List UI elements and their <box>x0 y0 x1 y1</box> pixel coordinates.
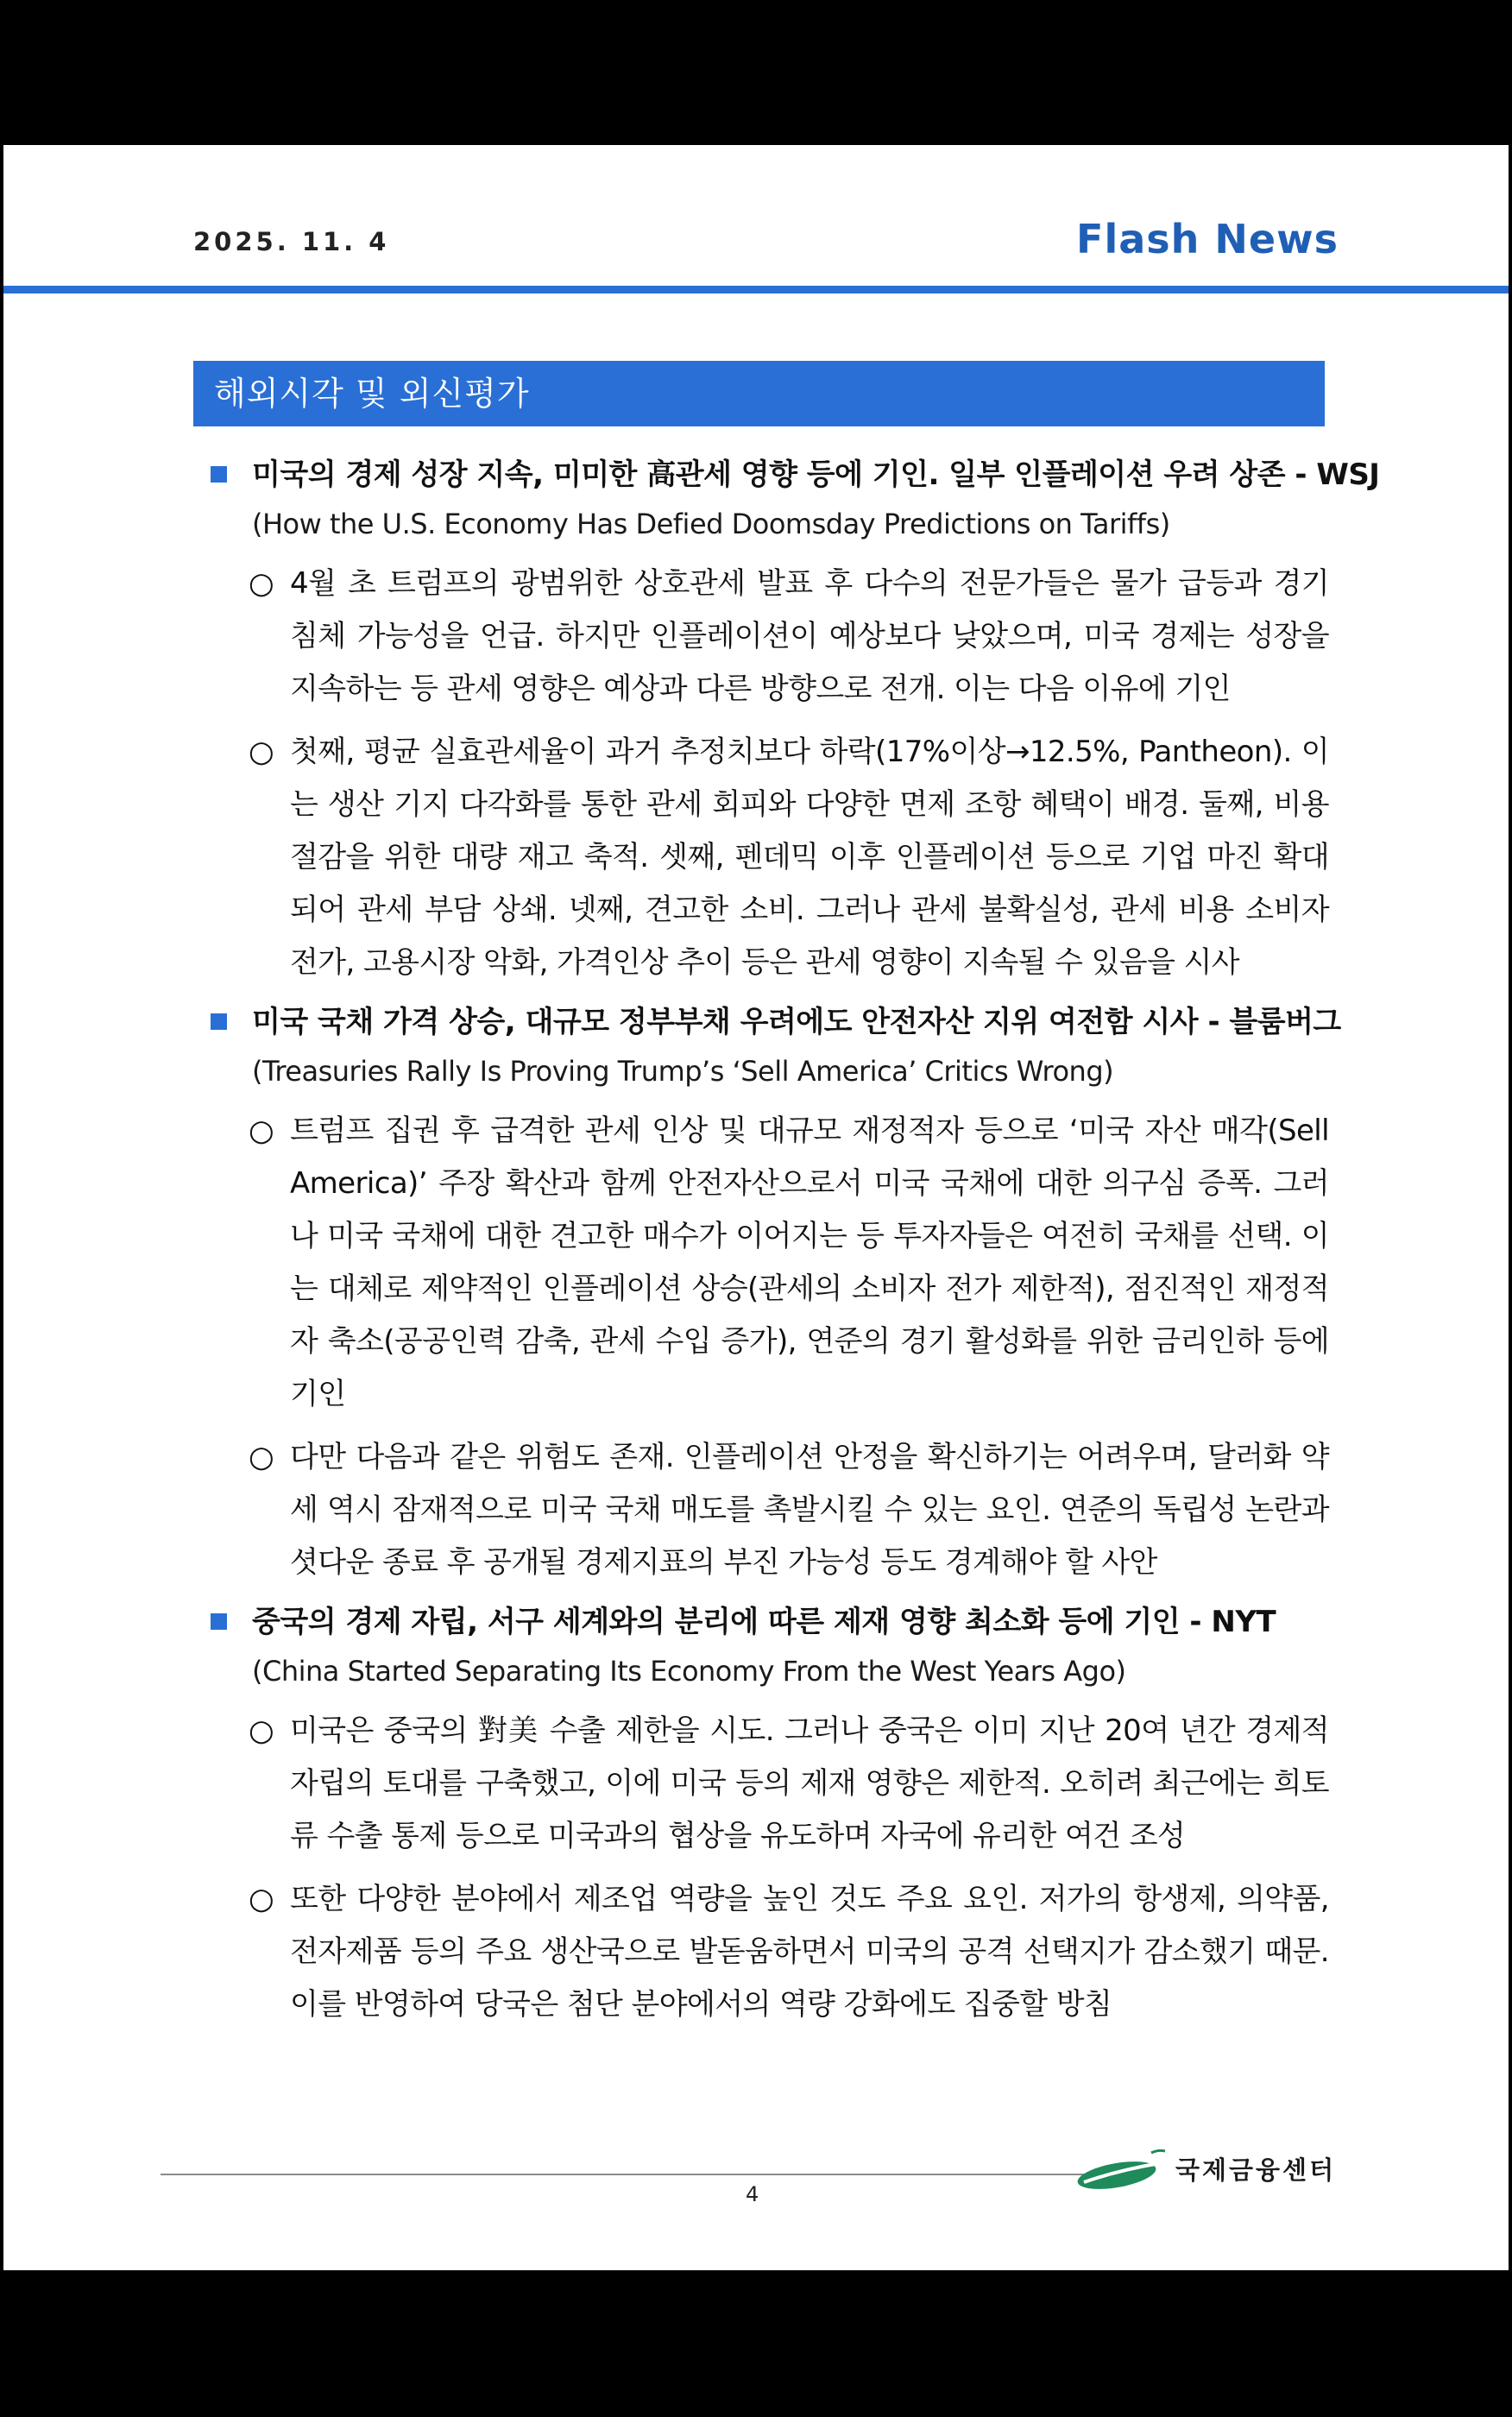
topic-heading <box>207 1000 1341 1044</box>
topic-source-title: (Treasuries Rally Is Proving Trump’s ‘Sell America’ Critics Wrong) <box>252 1055 1114 1088</box>
org-logo <box>1075 2144 1351 2196</box>
bullet-text: 4월 초 트럼프의 광범위한 상호관세 발표 후 다수의 전문가들은 물가 급등과 경기 침체 가능성을 언급. 하지만 인플레이션이 예상보다 낮았으며, 미국 경제는 성장을 지속하는 등 관세 영향은 예상과 다른 방향으로 전개. 이는 다음 이유에 기인 <box>290 566 1329 706</box>
publication-title: Flash News <box>1076 216 1339 262</box>
topic-heading-text: 미국 국채 가격 상승, 대규모 정부부채 우려에도 안전자산 지위 여전함 시사 - 블룸버그 <box>252 1005 1341 1039</box>
section-title: 해외시각 및 외신평가 <box>214 375 530 413</box>
bullet-text: 다만 다음과 같은 위험도 존재. 인플레이션 안정을 확신하기는 어려우며, 달러화 약세 역시 잠재적으로 미국 국채 매도를 촉발시킬 수 있는 요인. 연준의 독립성 논란과 셧다운 종료 후 공개될 경제지표의 부진 가능성 등도 경계해야 할 사안 <box>290 1440 1329 1580</box>
bullet-point <box>207 1705 1329 1863</box>
news-topic <box>207 1600 1329 2031</box>
report-date: 2025. 11. 4 <box>193 227 390 256</box>
topic-source-title: (How the U.S. Economy Has Defied Doomsday Predictions on Tariffs) <box>252 508 1170 540</box>
bullet-text: 미국은 중국의 對美 수출 제한을 시도. 그러나 중국은 이미 지난 20여 년간 경제적 자립의 토대를 구축했고, 이에 미국 등의 제재 영향은 제한적. 오히려 최근에는 희토류 수출 통제 등으로 미국과의 협상을 유도하며 자국에 유리한 여건 조성 <box>290 1713 1329 1853</box>
page-number: 4 <box>746 2182 759 2206</box>
topic-heading <box>207 1600 1329 1644</box>
bullet-point <box>207 1873 1329 2031</box>
footer-rule <box>161 2174 1084 2175</box>
bullet-text: 또한 다양한 분야에서 제조업 역량을 높인 것도 주요 요인. 저가의 항생제, 의약품, 전자제품 등의 주요 생산국으로 발돋움하면서 미국의 공격 선택지가 감소했기 때문. 이를 반영하여 당국은 첨단 분야에서의 역량 강화에도 집중할 방침 <box>290 1882 1329 2022</box>
news-topic <box>207 452 1380 989</box>
square-bullet-icon <box>211 466 227 483</box>
section-title-bar <box>193 361 1325 426</box>
article-body <box>207 452 1380 2042</box>
bullet-text: 첫째, 평균 실효관세율이 과거 추정치보다 하락(17%이상→12.5%, Pantheon). 이는 생산 기지 다각화를 통한 관세 회피와 다양한 면제 조항 혜택이 배경. 둘째, 비용 절감을 위한 대량 재고 축적. 셋째, 펜데믹 이후 인플레이션 등으로 기업 마진 확대되어 관세 부담 상쇄. 넷째, 견고한 소비. 그러나 관세 불확실성, 관세 비용 소비자 전가, 고용시장 악화, 가격인상 추이 등은 관세 영향이 지속될 수 있음을 시사 <box>290 735 1329 980</box>
circle-bullet-icon: ○ <box>249 735 274 769</box>
bullet-point <box>207 1105 1329 1421</box>
leaf-logo-icon <box>1075 2144 1170 2196</box>
header-rule <box>3 286 1509 293</box>
circle-bullet-icon: ○ <box>249 1882 274 1916</box>
square-bullet-icon <box>211 1013 227 1030</box>
circle-bullet-icon: ○ <box>249 1440 274 1474</box>
bullet-point <box>207 1431 1329 1589</box>
topic-heading-text: 중국의 경제 자립, 서구 세계와의 분리에 따른 제재 영향 최소화 등에 기인 - NYT <box>252 1605 1276 1639</box>
bullet-point <box>207 726 1329 989</box>
topic-heading <box>207 452 1380 497</box>
bullet-text: 트럼프 집권 후 급격한 관세 인상 및 대규모 재정적자 등으로 ‘미국 자산 매각(Sell America)’ 주장 확산과 함께 안전자산으로서 미국 국채에 대한 의구심 증폭. 그러나 미국 국채에 대한 견고한 매수가 이어지는 등 투자자들은 여전히 국채를 선택. 이는 대체로 제약적인 인플레이션 상승(관세의 소비자 전가 제한적), 점진적인 재정적자 축소(공공인력 감축, 관세 수입 증가), 연준의 경기 활성화를 위한 금리인하 등에 기인 <box>290 1114 1329 1411</box>
circle-bullet-icon: ○ <box>249 1713 274 1748</box>
circle-bullet-icon: ○ <box>249 1114 274 1148</box>
org-name: 국제금융센터 <box>1175 2155 1337 2185</box>
circle-bullet-icon: ○ <box>249 566 274 601</box>
bullet-point <box>207 558 1329 716</box>
document-page <box>3 145 1509 2270</box>
square-bullet-icon <box>211 1613 227 1630</box>
news-topic <box>207 1000 1341 1589</box>
topic-source-title: (China Started Separating Its Economy From the West Years Ago) <box>252 1655 1126 1688</box>
topic-heading-text: 미국의 경제 성장 지속, 미미한 高관세 영향 등에 기인. 일부 인플레이션 우려 상존 - WSJ <box>252 458 1380 492</box>
